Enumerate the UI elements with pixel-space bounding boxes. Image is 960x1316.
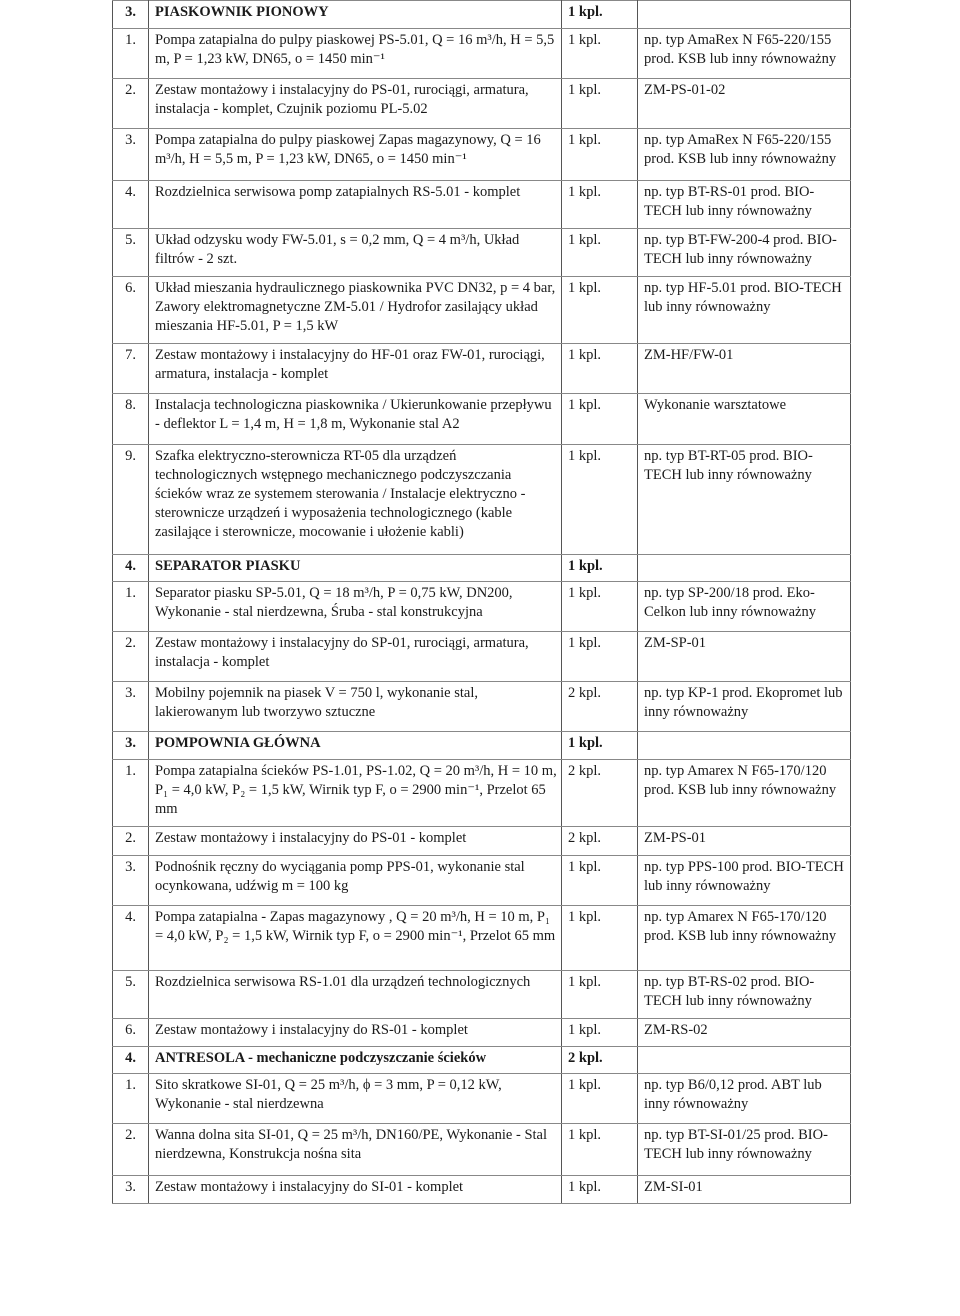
table-row [113, 582, 851, 632]
item-description: Podnośnik ręczny do wyciągania pomp PPS-01, wykonanie stal ocynkowana, udźwig m = 100 kg [149, 856, 562, 906]
item-quantity: 2 kpl. [562, 1047, 638, 1074]
item-quantity: 2 kpl. [562, 827, 638, 856]
item-description: Rozdzielnica serwisowa RS-1.01 dla urządzeń technologicznych [149, 971, 562, 1019]
item-note: np. typ BT-RT-05 prod. BIO-TECH lub inny równoważny [638, 445, 851, 555]
item-description: Pompa zatapialna do pulpy piaskowej Zapas magazynowy, Q = 16 m³/h, H = 5,5 m, P = 1,23 kW, DN65, o = 1450 min⁻¹ [149, 129, 562, 181]
table-row [113, 632, 851, 682]
item-number: 2. [113, 1124, 149, 1176]
item-note: np. typ B6/0,12 prod. ABT lub inny równoważny [638, 1074, 851, 1124]
item-quantity: 1 kpl. [562, 1, 638, 29]
item-quantity: 1 kpl. [562, 29, 638, 79]
item-note: ZM-SP-01 [638, 632, 851, 682]
item-number: 2. [113, 79, 149, 129]
item-quantity: 1 kpl. [562, 856, 638, 906]
item-quantity: 1 kpl. [562, 229, 638, 277]
item-quantity: 1 kpl. [562, 906, 638, 971]
item-description: Zestaw montażowy i instalacyjny do HF-01 oraz FW-01, rurociągi, armatura, instalacja - komplet [149, 344, 562, 394]
table-row [113, 394, 851, 445]
item-note: np. typ BT-RS-01 prod. BIO-TECH lub inny równoważny [638, 181, 851, 229]
item-description: Układ mieszania hydraulicznego piaskownika PVC DN32, p = 4 bar, Zawory elektromagnetyczne ZM-5.01 / Hydrofor zasilający układ mieszania HF-5.01, P = 1,5 kW [149, 277, 562, 344]
table-row [113, 827, 851, 856]
table-row [113, 1176, 851, 1204]
item-description: Pompa zatapialna do pulpy piaskowej PS-5.01, Q = 16 m³/h, H = 5,5 m, P = 1,23 kW, DN65, o = 1450 min⁻¹ [149, 29, 562, 79]
item-note: np. typ BT-FW-200-4 prod. BIO-TECH lub inny równoważny [638, 229, 851, 277]
table-row [113, 682, 851, 732]
item-note: np. typ PPS-100 prod. BIO-TECH lub inny równoważny [638, 856, 851, 906]
item-description: POMPOWNIA GŁÓWNA [149, 732, 562, 760]
item-description: PIASKOWNIK PIONOWY [149, 1, 562, 29]
table-row [113, 856, 851, 906]
item-number: 3. [113, 1176, 149, 1204]
table-row [113, 1074, 851, 1124]
item-number: 3. [113, 856, 149, 906]
item-note [638, 1, 851, 29]
item-number: 5. [113, 971, 149, 1019]
item-note: Wykonanie warsztatowe [638, 394, 851, 445]
table-row [113, 79, 851, 129]
item-quantity: 1 kpl. [562, 632, 638, 682]
item-note [638, 555, 851, 582]
item-quantity: 1 kpl. [562, 732, 638, 760]
item-note: ZM-PS-01-02 [638, 79, 851, 129]
section-row [113, 1047, 851, 1074]
table-row [113, 277, 851, 344]
item-note: np. typ BT-RS-02 prod. BIO-TECH lub inny równoważny [638, 971, 851, 1019]
item-number: 6. [113, 1019, 149, 1047]
item-note: ZM-HF/FW-01 [638, 344, 851, 394]
item-description: Zestaw montażowy i instalacyjny do SP-01, rurociągi, armatura, instalacja - komplet [149, 632, 562, 682]
item-description: Pompa zatapialna - Zapas magazynowy , Q = 20 m³/h, H = 10 m, P₁ = 4,0 kW, P₂ = 1,5 kW, Wirnik typ F, o = 2900 min⁻¹, Przelot 65 mm [149, 906, 562, 971]
item-number: 2. [113, 632, 149, 682]
item-description: Rozdzielnica serwisowa pomp zatapialnych RS-5.01 - komplet [149, 181, 562, 229]
item-description: Układ odzysku wody FW-5.01, s = 0,2 mm, Q = 4 m³/h, Układ filtrów - 2 szt. [149, 229, 562, 277]
item-number: 6. [113, 277, 149, 344]
item-description: Zestaw montażowy i instalacyjny do SI-01 - komplet [149, 1176, 562, 1204]
item-quantity: 2 kpl. [562, 760, 638, 827]
item-quantity: 1 kpl. [562, 344, 638, 394]
item-quantity: 1 kpl. [562, 79, 638, 129]
item-description: Zestaw montażowy i instalacyjny do RS-01 - komplet [149, 1019, 562, 1047]
item-number: 3. [113, 1, 149, 29]
item-note: ZM-RS-02 [638, 1019, 851, 1047]
item-description: Wanna dolna sita SI-01, Q = 25 m³/h, DN160/PE, Wykonanie - Stal nierdzewna, Konstrukcja nośna sita [149, 1124, 562, 1176]
item-number: 4. [113, 906, 149, 971]
item-note: np. typ AmaRex N F65-220/155 prod. KSB lub inny równoważny [638, 29, 851, 79]
table-row [113, 971, 851, 1019]
table-row [113, 1124, 851, 1176]
section-row [113, 732, 851, 760]
item-description: Separator piasku SP-5.01, Q = 18 m³/h, P = 0,75 kW, DN200, Wykonanie - stal nierdzewna, Śruba - stal konstrukcyjna [149, 582, 562, 632]
equipment-table [112, 0, 851, 1204]
item-quantity: 1 kpl. [562, 394, 638, 445]
item-description: SEPARATOR PIASKU [149, 555, 562, 582]
item-note: ZM-SI-01 [638, 1176, 851, 1204]
item-quantity: 1 kpl. [562, 1176, 638, 1204]
item-quantity: 1 kpl. [562, 1074, 638, 1124]
item-quantity: 1 kpl. [562, 971, 638, 1019]
item-number: 5. [113, 229, 149, 277]
item-note: np. typ BT-SI-01/25 prod. BIO-TECH lub inny równoważny [638, 1124, 851, 1176]
item-number: 3. [113, 732, 149, 760]
item-quantity: 1 kpl. [562, 1124, 638, 1176]
section-row [113, 1, 851, 29]
item-number: 1. [113, 760, 149, 827]
item-note: np. typ HF-5.01 prod. BIO-TECH lub inny równoważny [638, 277, 851, 344]
table-row [113, 229, 851, 277]
item-description: Zestaw montażowy i instalacyjny do PS-01 - komplet [149, 827, 562, 856]
item-number: 4. [113, 555, 149, 582]
item-number: 3. [113, 129, 149, 181]
section-row [113, 555, 851, 582]
item-description: Instalacja technologiczna piaskownika / Ukierunkowanie przepływu - deflektor L = 1,4 m, H = 1,8 m, Wykonanie stal A2 [149, 394, 562, 445]
item-number: 3. [113, 682, 149, 732]
table-row [113, 760, 851, 827]
table-row [113, 344, 851, 394]
item-quantity: 1 kpl. [562, 555, 638, 582]
item-note [638, 1047, 851, 1074]
item-number: 9. [113, 445, 149, 555]
item-quantity: 1 kpl. [562, 277, 638, 344]
table-row [113, 29, 851, 79]
item-note: np. typ KP-1 prod. Ekopromet lub inny równoważny [638, 682, 851, 732]
item-number: 8. [113, 394, 149, 445]
item-number: 2. [113, 827, 149, 856]
item-number: 4. [113, 181, 149, 229]
item-number: 1. [113, 29, 149, 79]
item-description: Zestaw montażowy i instalacyjny do PS-01, rurociągi, armatura, instalacja - komplet, Czujnik poziomu PL-5.02 [149, 79, 562, 129]
item-note [638, 732, 851, 760]
item-note: np. typ SP-200/18 prod. Eko-Celkon lub inny równoważny [638, 582, 851, 632]
item-description: Sito skratkowe SI-01, Q = 25 m³/h, ϕ = 3 mm, P = 0,12 kW, Wykonanie - stal nierdzewna [149, 1074, 562, 1124]
table-row [113, 129, 851, 181]
item-note: np. typ AmaRex N F65-220/155 prod. KSB lub inny równoważny [638, 129, 851, 181]
item-number: 4. [113, 1047, 149, 1074]
item-number: 1. [113, 1074, 149, 1124]
item-description: Mobilny pojemnik na piasek V = 750 l, wykonanie stal, lakierowanym lub tworzywo sztuczne [149, 682, 562, 732]
item-quantity: 1 kpl. [562, 129, 638, 181]
item-number: 7. [113, 344, 149, 394]
table-row [113, 445, 851, 555]
table-row [113, 1019, 851, 1047]
item-description: ANTRESOLA - mechaniczne podczyszczanie ścieków [149, 1047, 562, 1074]
item-note: np. typ Amarex N F65-170/120 prod. KSB lub inny równoważny [638, 760, 851, 827]
item-number: 1. [113, 582, 149, 632]
table-row [113, 906, 851, 971]
item-quantity: 1 kpl. [562, 445, 638, 555]
item-quantity: 1 kpl. [562, 582, 638, 632]
item-quantity: 1 kpl. [562, 181, 638, 229]
item-description: Szafka elektryczno-sterownicza RT-05 dla urządzeń technologicznych wstępnego mechanicznego podczyszczania ścieków wraz ze systemem sterowania / Instalacje elektryczno - sterownicze urządzeń i wyposażenia technologicznego (kable zasilające i sterownicze, mocowanie i ułożenie kabli) [149, 445, 562, 555]
item-description: Pompa zatapialna ścieków PS-1.01, PS-1.02, Q = 20 m³/h, H = 10 m, P₁ = 4,0 kW, P₂ = 1,5 kW, Wirnik typ F, o = 2900 min⁻¹, Przelot 65 mm [149, 760, 562, 827]
item-quantity: 2 kpl. [562, 682, 638, 732]
table-row [113, 181, 851, 229]
item-note: np. typ Amarex N F65-170/120 prod. KSB lub inny równoważny [638, 906, 851, 971]
item-note: ZM-PS-01 [638, 827, 851, 856]
item-quantity: 1 kpl. [562, 1019, 638, 1047]
